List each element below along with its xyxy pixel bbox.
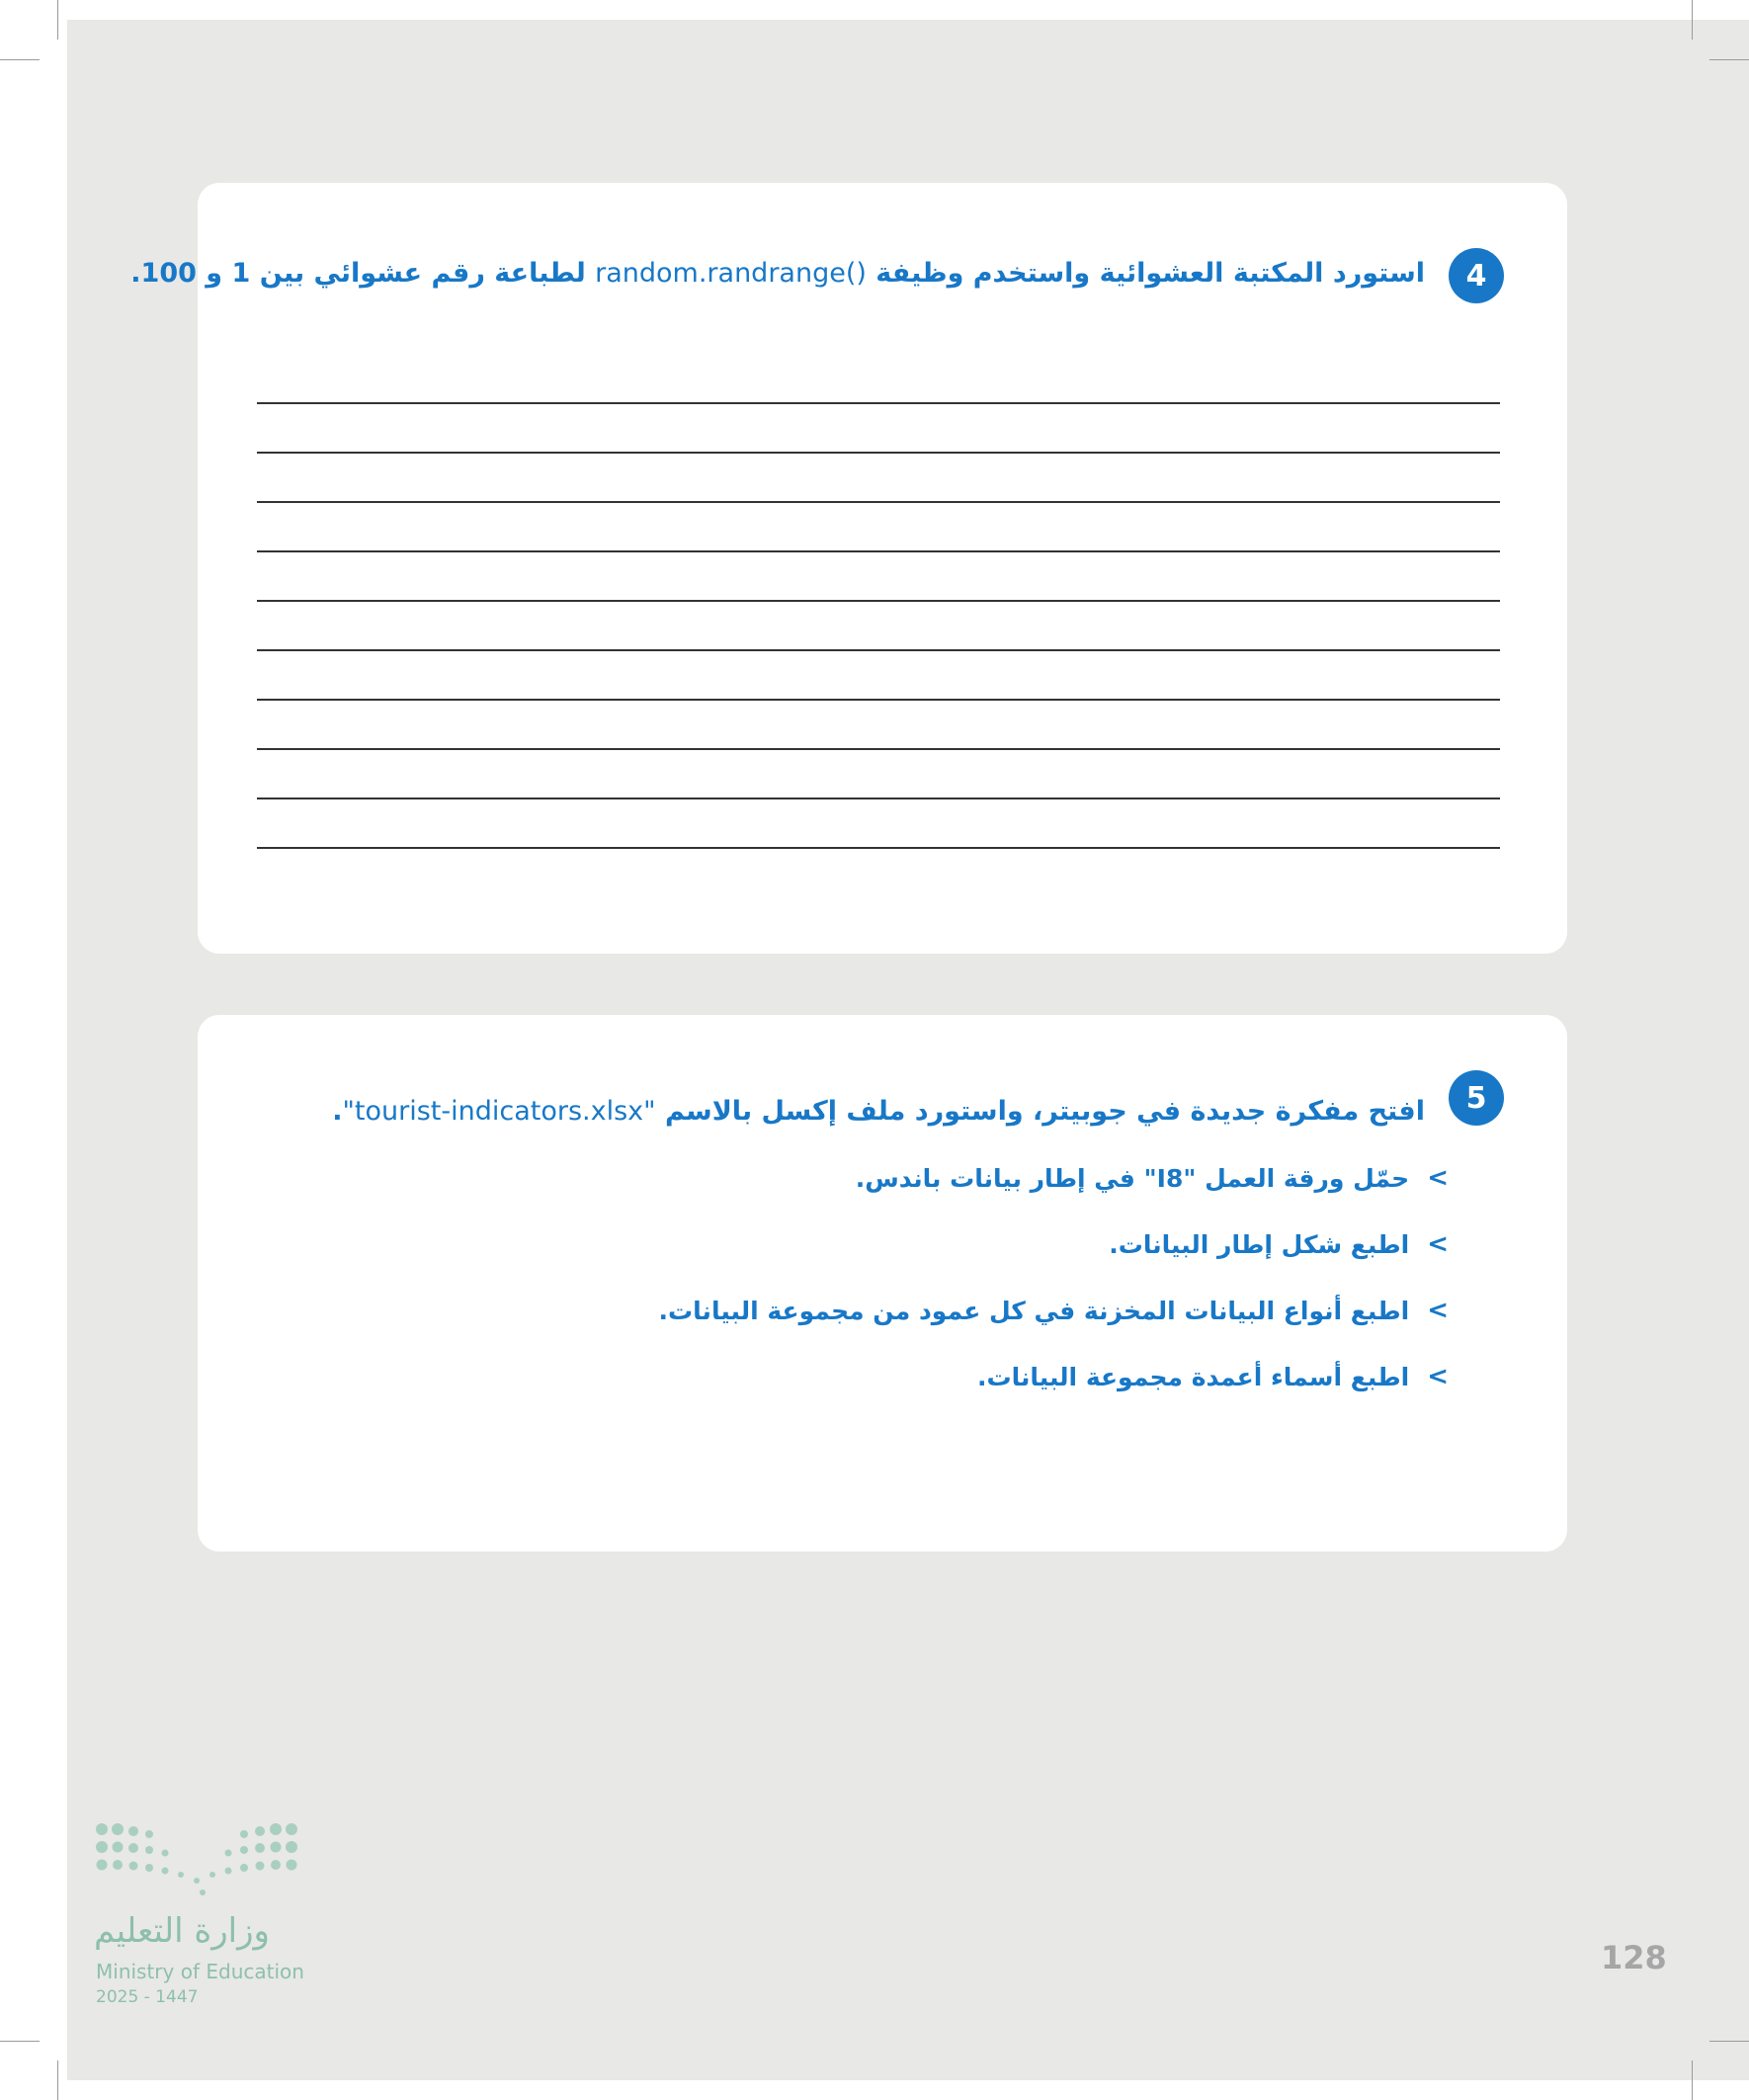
question-5-code: "tourist-indicators.xlsx" [342,1096,656,1127]
crop-mark [57,2060,58,2100]
crop-mark [1692,2060,1693,2100]
answer-line[interactable] [257,699,1500,701]
ministry-name-english: Ministry of Education [96,1960,304,1983]
list-item [856,1163,1449,1193]
question-5-card [198,1015,1567,1552]
answer-line[interactable] [257,452,1500,454]
chevron-icon: > [1427,1296,1449,1325]
crop-mark [1709,2041,1749,2042]
crop-mark [1709,59,1749,60]
answer-line[interactable] [257,402,1500,404]
question-5-text [332,1096,1425,1127]
answer-line[interactable] [257,600,1500,602]
chevron-icon: > [1427,1229,1449,1259]
chevron-icon: > [1427,1163,1449,1193]
ministry-year: 2025 - 1447 [96,1987,199,2007]
ministry-name-arabic: وزارة التعليم [94,1911,270,1951]
question-4-text-part2: لطباعة رقم عشوائي بين 1 و 100. [130,258,596,289]
list-item-label: حمّل ورقة العمل "I8" في إطار بيانات باندس. [855,1163,1410,1193]
question-4-code: random.randrange() [595,258,867,289]
list-item [977,1362,1449,1391]
ministry-logo-icon [94,1821,311,1900]
crop-mark [0,2041,40,2042]
crop-mark [0,59,40,60]
question-5-text-part1: افتح مفكرة جديدة في جوبيتر، واستورد ملف إكسل بالاسم [655,1096,1425,1127]
crop-mark [1692,0,1693,40]
question-4-text [130,258,1425,289]
list-item [659,1296,1449,1325]
list-item-label: اطبع أسماء أعمدة مجموعة البيانات. [976,1362,1410,1391]
question-4-text-part1: استورد المكتبة العشوائية واستخدم وظيفة [866,258,1425,289]
question-number-badge: 4 [1449,248,1504,303]
page-number: 128 [1601,1939,1667,1976]
list-item-label: اطبع شكل إطار البيانات. [1109,1229,1410,1259]
answer-line[interactable] [257,649,1500,651]
answer-line[interactable] [257,748,1500,750]
answer-line[interactable] [257,550,1500,552]
answer-line[interactable] [257,501,1500,503]
answer-line[interactable] [257,847,1500,849]
crop-mark [57,0,58,40]
answer-line[interactable] [257,798,1500,799]
question-5-text-part2: . [332,1096,343,1127]
list-item-label: اطبع أنواع البيانات المخزنة في كل عمود من مجموعة البيانات. [658,1296,1410,1325]
list-item [1109,1229,1449,1259]
chevron-icon: > [1427,1362,1449,1391]
question-number-badge: 5 [1449,1070,1504,1126]
question-4-card [130,183,1567,954]
